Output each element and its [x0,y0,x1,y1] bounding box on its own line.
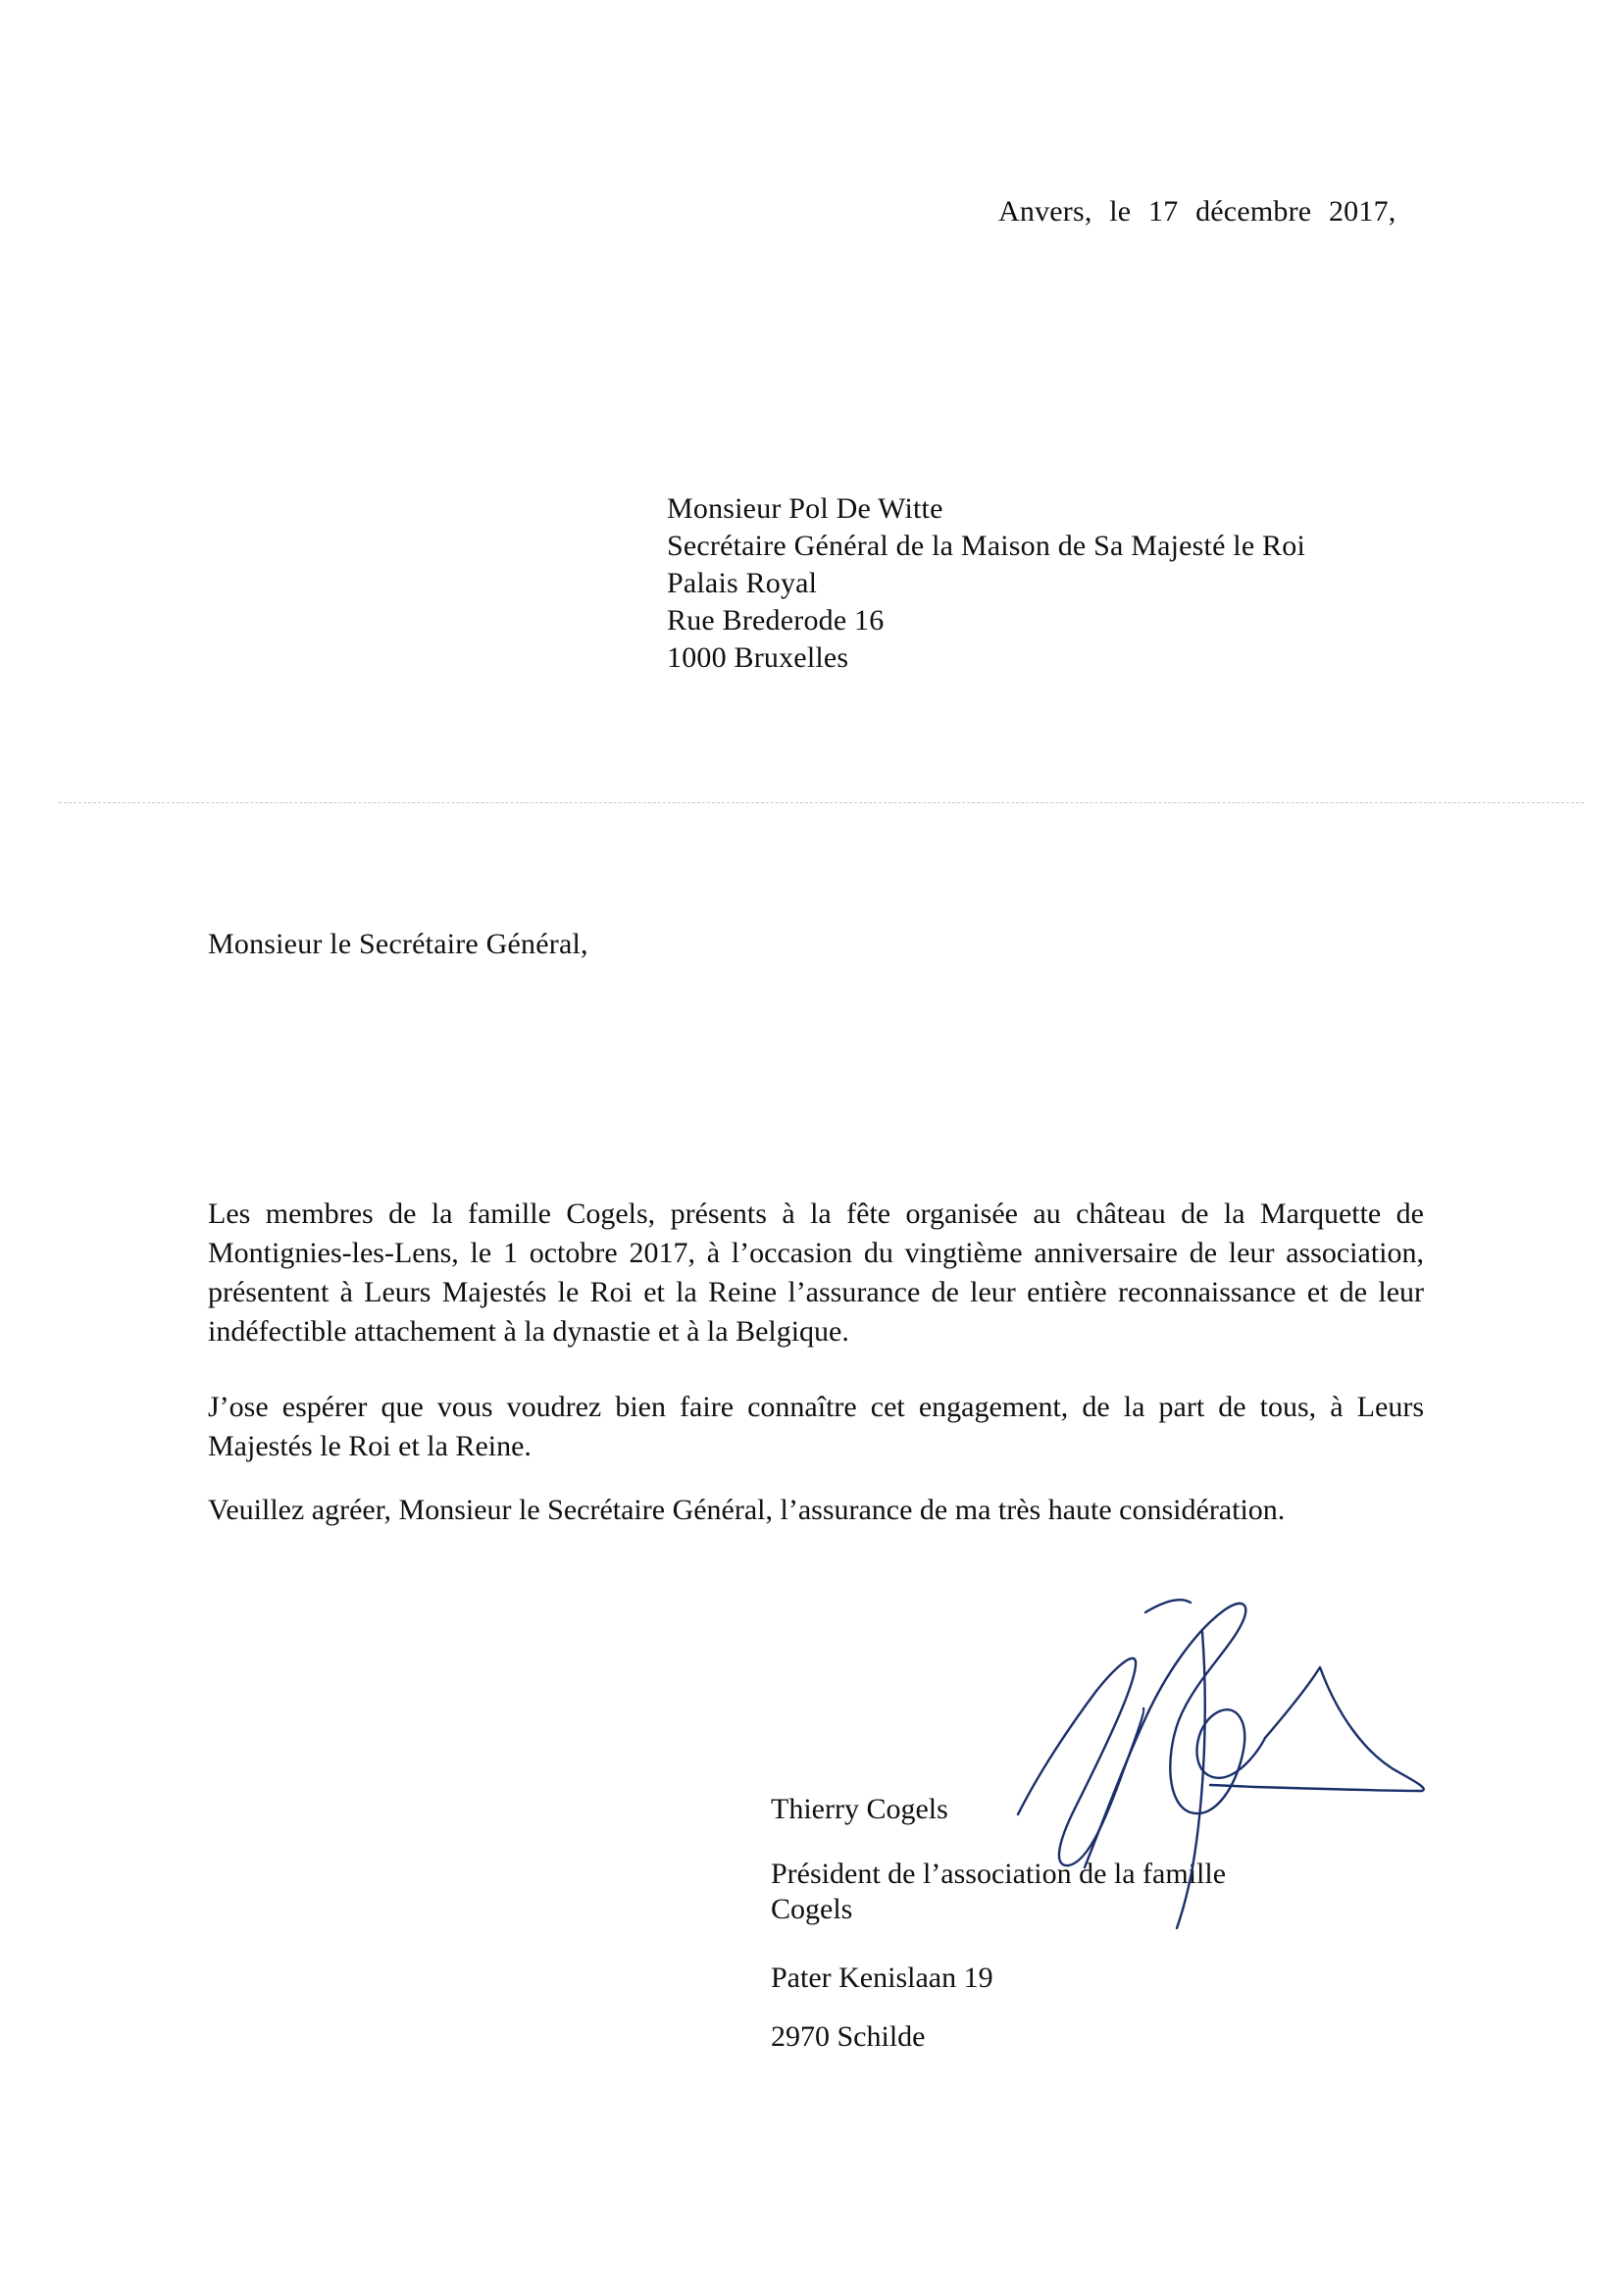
body-paragraph: J’ose espérer que vous voudrez bien faire connaître cet engagement, de la part de tous, à Leurs Majestés le Roi et la Reine. [208,1391,1424,1462]
body-paragraph: Les membres de la famille Cogels, présents à la fête organisée au château de la Marquette de Montignies-les-Lens, le 1 octobre 2017, à l’occasion du vingtième anniversaire de leur association, présentent à Leurs Majestés le Roi et la Reine l’assurance de leur entière reconnaissance et de leur indéfectible attachement à la dynastie et à la Belgique. [208,1198,1424,1348]
recipient-address [667,489,1305,676]
handwritten-signature [998,1573,1440,1946]
sender-role: Président de l’association de la famille [771,1858,1227,1890]
recipient-street: Rue Brederode 16 [667,604,885,637]
sender-role-continued: Cogels [771,1893,853,1925]
recipient-title: Secrétaire Général de la Maison de Sa Majesté le Roi [667,530,1305,562]
salutation: Monsieur le Secrétaire Général, [208,928,588,960]
sender-street: Pater Kenislaan 19 [771,1962,993,1994]
closing-paragraph: Veuillez agréer, Monsieur le Secrétaire Général, l’assurance de ma très haute considération. [208,1494,1286,1526]
fold-line [59,802,1584,803]
date-line: Anvers, le 17 décembre 2017, [998,195,1396,228]
recipient-name: Monsieur Pol De Witte [667,492,943,525]
signature-stroke [1177,1632,1205,1928]
sender-city: 2970 Schilde [771,2020,926,2053]
signature-stroke [1210,1667,1424,1791]
recipient-organization: Palais Royal [667,567,818,599]
sender-name: Thierry Cogels [771,1793,948,1825]
signature-stroke [1085,1604,1265,1867]
recipient-city: 1000 Bruxelles [667,641,849,674]
signature-stroke [1145,1600,1191,1612]
signature-stroke [1018,1658,1143,1865]
